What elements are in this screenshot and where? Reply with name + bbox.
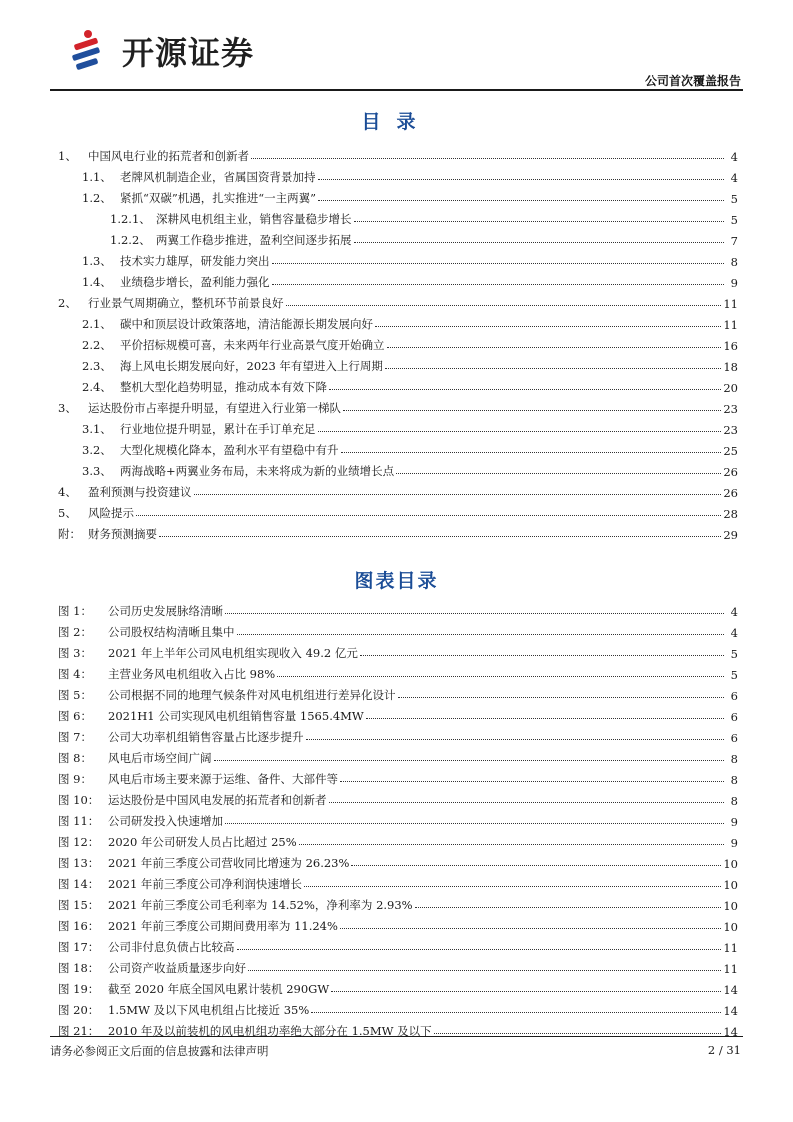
dot-leader (318, 179, 725, 180)
figure-entry-page: 11 (723, 941, 738, 955)
toc-list (58, 143, 738, 542)
toc-entry[interactable] (58, 416, 738, 437)
figure-entry-number: 图 18： (58, 961, 100, 975)
toc-entry-number: 1.1、 (82, 170, 112, 184)
figure-entry-text: 风电后市场空间广阔 (108, 751, 212, 765)
toc-entry-text: 平价招标规模可喜，未来两年行业高景气度开始确立 (120, 338, 385, 352)
toc-title: 目录 (361, 111, 432, 133)
figure-entry-page: 4 (730, 605, 738, 619)
toc-entry-page: 18 (723, 360, 738, 374)
dot-leader (366, 718, 724, 719)
dot-leader (237, 634, 725, 635)
brand-name: 开源证券 (122, 34, 255, 72)
toc-entry-number: 2、 (58, 296, 77, 310)
figure-entry-number: 图 4： (58, 667, 92, 681)
figure-entry[interactable] (58, 766, 738, 787)
toc-entry-page: 5 (730, 213, 738, 227)
figure-entry-text: 公司大功率机组销售容量占比逐步提升 (108, 730, 304, 744)
dot-leader (214, 760, 725, 761)
dot-leader (225, 823, 724, 824)
toc-entry-number: 2.3、 (82, 359, 112, 373)
toc-entry-page: 29 (723, 528, 738, 542)
dot-leader (318, 200, 724, 201)
figure-entry-text: 运达股份是中国风电发展的拓荒者和创新者 (108, 793, 327, 807)
toc-entry-text: 行业景气周期确立，整机环节前景良好 (88, 296, 284, 310)
toc-entry-page: 4 (730, 171, 738, 185)
dot-leader (286, 305, 722, 306)
toc-entry-text: 运达股份市占率提升明显，有望进入行业第一梯队 (88, 401, 341, 415)
toc-entry-page: 26 (723, 465, 738, 479)
figure-entry-number: 图 9： (58, 772, 92, 786)
dot-leader (194, 494, 722, 495)
figure-entry[interactable] (58, 808, 738, 829)
dot-leader (272, 263, 725, 264)
page-number: 2 / 31 (707, 1043, 741, 1057)
dot-leader (354, 221, 725, 222)
toc-entry-text: 海上风电长期发展向好，2023 年有望进入上行周期 (120, 359, 383, 373)
toc-entry-text: 老牌风机制造企业，省属国资背景加持 (120, 170, 316, 184)
toc-entry-page: 8 (730, 255, 738, 269)
header-divider (50, 89, 743, 91)
toc-entry[interactable] (58, 269, 738, 290)
figure-entry-number: 图 21： (58, 1024, 100, 1038)
toc-entry-text: 深耕风电机组主业，销售容量稳步增长 (156, 212, 352, 226)
figure-entry[interactable] (58, 745, 738, 766)
figure-entry-text: 公司根据不同的地理气候条件对风电机组进行差异化设计 (108, 688, 396, 702)
toc-entry-text: 风险提示 (88, 506, 134, 520)
toc-entry-number: 1.2、 (82, 191, 112, 205)
toc-entry[interactable] (58, 353, 738, 374)
toc-entry-number: 3、 (58, 401, 77, 415)
figure-entry[interactable] (58, 787, 738, 808)
figure-entry-page: 4 (730, 626, 738, 640)
toc-entry-text: 两翼工作稳步推进，盈利空间逐步拓展 (156, 233, 352, 247)
dot-leader (136, 515, 721, 516)
toc-entry-text: 两海战略+两翼业务布局，未来将成为新的业绩增长点 (120, 464, 395, 478)
figure-entry-page: 14 (723, 1004, 738, 1018)
figure-entry[interactable] (58, 598, 738, 619)
dot-leader (331, 991, 721, 992)
figure-entry-number: 图 15： (58, 898, 100, 912)
toc-entry-page: 25 (723, 444, 738, 458)
toc-entry-number: 2.4、 (82, 380, 112, 394)
figure-entry-number: 图 2： (58, 625, 92, 639)
figure-entry-number: 图 19： (58, 982, 100, 996)
figure-entry-number: 图 3： (58, 646, 92, 660)
toc-entry-text: 大型化规模化降本，盈利水平有望稳中有升 (120, 443, 339, 457)
figure-entry[interactable] (58, 619, 738, 640)
figure-entry-page: 9 (730, 836, 738, 850)
toc-entry-text: 盈利预测与投资建议 (88, 485, 192, 499)
figure-entry-text: 截至 2020 年底全国风电累计装机 290GW (108, 982, 330, 996)
toc-entry-text: 碳中和顶层设计政策落地，清洁能源长期发展向好 (120, 317, 373, 331)
figure-entry[interactable] (58, 871, 738, 892)
toc-entry-number: 3.3、 (82, 464, 112, 478)
dot-leader (237, 949, 722, 950)
figure-list-title: 图表目录 (354, 570, 439, 592)
figure-entry[interactable] (58, 997, 738, 1018)
dot-leader (398, 697, 725, 698)
footer-disclaimer: 请务必参阅正文后面的信息披露和法律声明 (50, 1044, 269, 1058)
toc-entry[interactable] (58, 500, 738, 521)
figure-entry-text: 1.5MW 及以下风电机组占比接近 35% (108, 1003, 310, 1017)
toc-entry-page: 16 (723, 339, 738, 353)
toc-entry[interactable] (58, 311, 738, 332)
figure-entry-number: 图 7： (58, 730, 92, 744)
dot-leader (251, 158, 724, 159)
figure-entry[interactable] (58, 955, 738, 976)
dot-leader (354, 242, 725, 243)
dot-leader (311, 1012, 721, 1013)
dot-leader (340, 781, 724, 782)
figure-entry-page: 6 (730, 710, 738, 724)
figure-entry-text: 公司股权结构清晰且集中 (108, 625, 235, 639)
dot-leader (434, 1033, 722, 1034)
dot-leader (329, 389, 721, 390)
toc-entry-page: 9 (730, 276, 738, 290)
brand-logo-icon (68, 26, 112, 70)
dot-leader (277, 676, 724, 677)
toc-entry-page: 23 (723, 402, 738, 416)
figure-entry-number: 图 17： (58, 940, 100, 954)
toc-entry-number: 3.2、 (82, 443, 112, 457)
figure-entry-text: 2021H1 公司实现风电机组销售容量 1565.4MW (108, 709, 364, 723)
figure-entry-text: 公司研发投入快速增加 (108, 814, 223, 828)
toc-entry-number: 2.1、 (82, 317, 112, 331)
figure-entry-text: 2021 年前三季度公司毛利率为 14.52%，净利率为 2.93% (108, 898, 413, 912)
dot-leader (299, 844, 724, 845)
footer-divider (50, 1036, 743, 1037)
dot-leader (272, 284, 725, 285)
figure-entry-page: 10 (723, 878, 738, 892)
figure-entry-number: 图 13： (58, 856, 100, 870)
toc-entry-text: 紧抓“双碳”机遇，扎实推进“一主两翼” (120, 191, 317, 205)
toc-entry-number: 4、 (58, 485, 77, 499)
figure-entry-page: 14 (723, 1025, 738, 1039)
toc-entry-number: 2.2、 (82, 338, 112, 352)
figure-entry[interactable] (58, 661, 738, 682)
figure-entry[interactable] (58, 724, 738, 745)
toc-entry[interactable] (58, 227, 738, 248)
toc-entry[interactable] (58, 143, 738, 164)
dot-leader (329, 802, 725, 803)
figure-entry[interactable] (58, 829, 738, 850)
figure-entry[interactable] (58, 703, 738, 724)
figure-entry-number: 图 12： (58, 835, 100, 849)
figure-entry-text: 公司非付息负债占比较高 (108, 940, 235, 954)
toc-entry[interactable] (58, 248, 738, 269)
figure-entry-page: 10 (723, 920, 738, 934)
figure-entry-text: 公司历史发展脉络清晰 (108, 604, 223, 618)
figure-entry[interactable] (58, 976, 738, 997)
dot-leader (415, 907, 722, 908)
toc-entry[interactable] (58, 395, 738, 416)
toc-entry-page: 11 (723, 318, 738, 332)
figure-entry-page: 14 (723, 983, 738, 997)
figure-entry-number: 图 8： (58, 751, 92, 765)
toc-entry-page: 23 (723, 423, 738, 437)
figure-entry[interactable] (58, 913, 738, 934)
toc-entry[interactable] (58, 290, 738, 311)
toc-entry-number: 1.3、 (82, 254, 112, 268)
toc-entry-number: 附： (58, 527, 81, 541)
toc-entry[interactable] (58, 437, 738, 458)
toc-entry-number: 5、 (58, 506, 77, 520)
toc-entry-text: 整机大型化趋势明显，推动成本有效下降 (120, 380, 327, 394)
figure-entry-number: 图 11： (58, 814, 100, 828)
report-type-label: 公司首次覆盖报告 (644, 74, 741, 88)
figure-entry-number: 图 10： (58, 793, 100, 807)
figure-entry-number: 图 5： (58, 688, 92, 702)
dot-leader (360, 655, 724, 656)
toc-entry-page: 11 (723, 297, 738, 311)
toc-entry-number: 1.2.1、 (110, 212, 151, 226)
toc-entry-page: 5 (730, 192, 738, 206)
toc-entry[interactable] (58, 458, 738, 479)
figure-entry-page: 8 (730, 794, 738, 808)
figure-entry-page: 6 (730, 689, 738, 703)
figure-entry-page: 9 (730, 815, 738, 829)
figure-entry-number: 图 1： (58, 604, 92, 618)
dot-leader (343, 410, 721, 411)
toc-entry-text: 中国风电行业的拓荒者和创新者 (88, 149, 249, 163)
figure-entry-page: 10 (723, 899, 738, 913)
figure-entry-page: 8 (730, 752, 738, 766)
figure-entry-page: 10 (723, 857, 738, 871)
toc-entry-page: 20 (723, 381, 738, 395)
figure-entry-number: 图 16： (58, 919, 100, 933)
figure-entry-text: 主营业务风电机组收入占比 98% (108, 667, 276, 681)
figure-entry[interactable] (58, 682, 738, 703)
dot-leader (340, 928, 721, 929)
toc-entry-page: 26 (723, 486, 738, 500)
toc-entry[interactable] (58, 185, 738, 206)
toc-entry-text: 财务预测摘要 (88, 527, 157, 541)
toc-entry[interactable] (58, 374, 738, 395)
dot-leader (304, 886, 721, 887)
toc-entry-text: 业绩稳步增长，盈利能力强化 (120, 275, 270, 289)
figure-entry[interactable] (58, 640, 738, 661)
figure-entry[interactable] (58, 934, 738, 955)
dot-leader (306, 739, 725, 740)
toc-entry-number: 3.1、 (82, 422, 112, 436)
figure-entry[interactable] (58, 892, 738, 913)
dot-leader (318, 431, 722, 432)
figure-list (58, 598, 738, 1039)
figure-entry-text: 风电后市场主要来源于运维、备件、大部件等 (108, 772, 338, 786)
toc-entry[interactable] (58, 479, 738, 500)
dot-leader (385, 368, 721, 369)
toc-entry-number: 1、 (58, 149, 77, 163)
figure-entry-number: 图 14： (58, 877, 100, 891)
figure-entry-number: 图 20： (58, 1003, 100, 1017)
toc-entry-text: 技术实力雄厚，研发能力突出 (120, 254, 270, 268)
figure-entry[interactable] (58, 850, 738, 871)
figure-entry-page: 5 (730, 668, 738, 682)
dot-leader (396, 473, 721, 474)
dot-leader (351, 865, 721, 866)
toc-entry[interactable] (58, 164, 738, 185)
toc-entry-page: 4 (730, 150, 738, 164)
figure-entry-page: 5 (730, 647, 738, 661)
figure-entry-text: 2020 年公司研发人员占比超过 25% (108, 835, 297, 849)
toc-entry-number: 1.2.2、 (110, 233, 151, 247)
figure-entry-text: 2021 年上半年公司风电机组实现收入 49.2 亿元 (108, 646, 358, 660)
dot-leader (387, 347, 722, 348)
figure-entry-number: 图 6： (58, 709, 92, 723)
dot-leader (375, 326, 721, 327)
dot-leader (225, 613, 724, 614)
figure-entry-text: 2021 年前三季度公司期间费用率为 11.24% (108, 919, 338, 933)
figure-entry-text: 2010 年及以前装机的风电机组功率绝大部分在 1.5MW 及以下 (108, 1024, 432, 1038)
figure-entry-page: 8 (730, 773, 738, 787)
figure-entry-page: 6 (730, 731, 738, 745)
figure-entry-page: 11 (723, 962, 738, 976)
dot-leader (159, 536, 721, 537)
toc-entry-text: 行业地位提升明显，累计在手订单充足 (120, 422, 316, 436)
toc-entry[interactable] (58, 521, 738, 542)
toc-entry[interactable] (58, 206, 738, 227)
figure-entry-text: 2021 年前三季度公司营收同比增速为 26.23% (108, 856, 350, 870)
toc-entry[interactable] (58, 332, 738, 353)
figure-entry-text: 2021 年前三季度公司净利润快速增长 (108, 877, 302, 891)
toc-entry-page: 7 (730, 234, 738, 248)
figure-entry-text: 公司资产收益质量逐步向好 (108, 961, 246, 975)
dot-leader (248, 970, 721, 971)
toc-entry-page: 28 (723, 507, 738, 521)
toc-entry-number: 1.4、 (82, 275, 112, 289)
dot-leader (341, 452, 722, 453)
